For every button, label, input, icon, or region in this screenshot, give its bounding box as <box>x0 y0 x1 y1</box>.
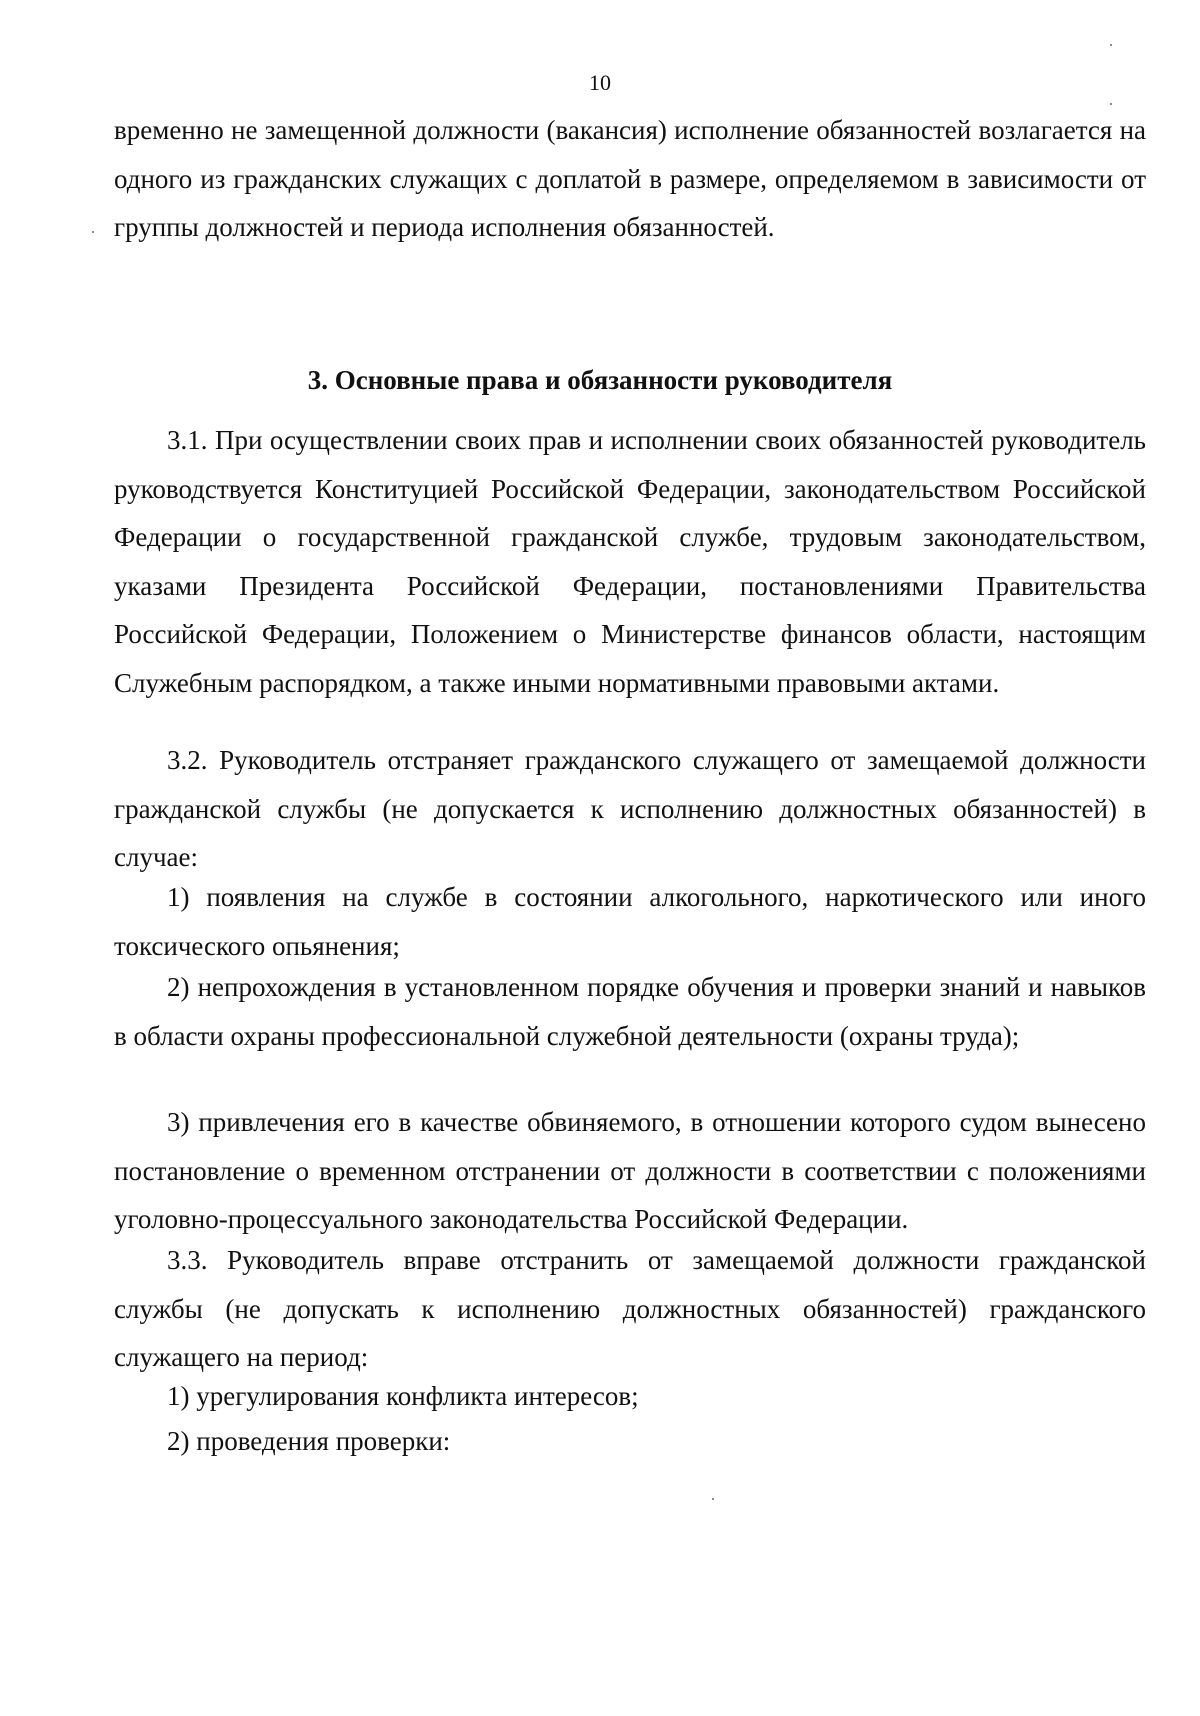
scan-speck <box>1110 44 1112 46</box>
paragraph-3-3: 3.3. Руководитель вправе отстранить от замещаемой должности гражданской службы (не допускать к исполнению должностных обязанностей) гражданского служащего на период: <box>114 1245 1146 1372</box>
list-item-3-2-3: 3) привлечения его в качестве обвиняемого, в отношении которого судом вынесено постановление о временном отстранении от должности в соответствии с положениями уголовно-процессуального законодательства Российской Федерации. <box>114 1107 1146 1234</box>
scan-speck <box>92 231 94 233</box>
list-item-3-3-2: 2) проведения проверки: <box>167 1426 451 1456</box>
scan-speck <box>1110 103 1112 105</box>
paragraph-3-2: 3.2. Руководитель отстраняет гражданского служащего от замещаемой должности гражданской службы (не допускается к исполнению должностных обязанностей) в случае: <box>114 745 1146 872</box>
section-heading: 3. Основные права и обязанности руководителя <box>307 365 893 395</box>
paragraph-3-1: 3.1. При осуществлении своих прав и исполнении своих обязанностей руководитель руководствуется Конституцией Российской Федерации, законодательством Российской Федерации о государственной гражданской службе, трудовым законодательством, указами Президента Российской Федерации, постановлениями Правительства Российской Федерации, Положением о Министерстве финансов области, настоящим Служебным распорядком, а также иными нормативными правовыми актами. <box>114 425 1146 698</box>
list-item-3-2-1: 1) появления на службе в состоянии алкогольного, наркотического или иного токсического опьянения; <box>114 882 1146 961</box>
page-number: 10 <box>589 70 611 95</box>
list-item-3-2-2: 2) непрохождения в установленном порядке обучения и проверки знаний и навыков в области охраны профессиональной служебной деятельности (охраны труда); <box>114 972 1146 1051</box>
continuation-paragraph: временно не замещенной должности (вакансия) исполнение обязанностей возлагается на одного из гражданских служащих с доплатой в размере, определяемом в зависимости от группы должностей и периода исполнения обязанностей. <box>114 115 1146 242</box>
scan-speck <box>712 1498 714 1500</box>
list-item-3-3-1: 1) урегулирования конфликта интересов; <box>167 1381 639 1411</box>
